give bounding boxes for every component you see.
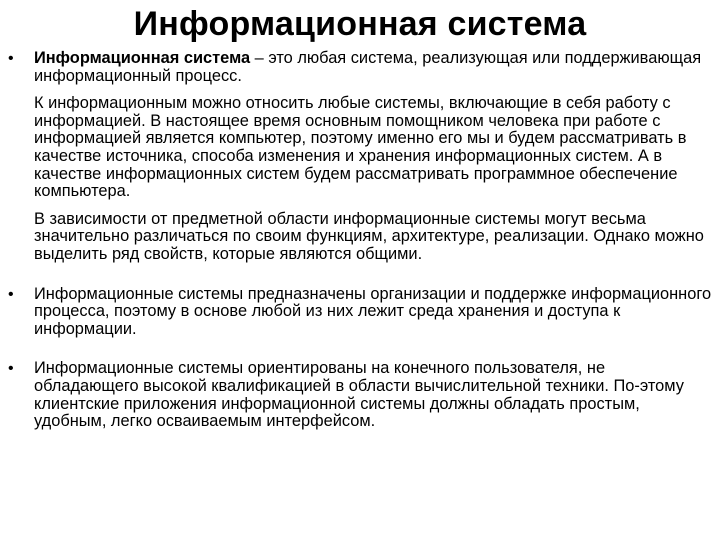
slide-content xyxy=(8,50,714,431)
bullet-marker: • xyxy=(8,360,14,378)
slide-title: Информационная система xyxy=(133,5,587,43)
bullet-item-definition xyxy=(8,50,714,264)
bullet-text: Информационные системы предназначены организации и поддержке информационного процесса, поэтому в основе любой из них лежит среда хранения и доступа к информации. xyxy=(34,284,712,338)
body-paragraph-2: В зависимости от предметной области информационные системы могут весьма значительно различаться по своим функциям, архитектуре, реализации. Однако можно выделить ряд свойств, которые являются общими. xyxy=(34,209,704,263)
bullet-text: Информационные системы ориентированы на конечного пользователя, не обладающего высокой квалификацией в области вычислительной техники. По-этому клиентские приложения информационной системы должны обладать простым, удобным, легко осваиваемым интерфейсом. xyxy=(34,359,684,431)
bullet-marker: • xyxy=(8,285,14,303)
bullet-marker: • xyxy=(8,50,14,67)
definition-term: Информационная система xyxy=(34,49,251,67)
bullet-item-purpose xyxy=(8,286,714,339)
definition-text: – это любая система, реализующая или поддерживающая информационный процесс. xyxy=(34,49,702,85)
bullet-item-end-user xyxy=(8,360,714,430)
body-paragraph-1: К информационным можно относить любые системы, включающие в себя работу с информацией. В настоящее время основным помощником человека при работе с информацией является компьютер, поэтому именно его мы и будем рассматривать в качестве источника, способа изменения и хранения информационных систем. А в качестве информационных систем будем рассматривать программное обеспечение компьютера. xyxy=(34,94,687,201)
definition-paragraph xyxy=(34,50,714,85)
